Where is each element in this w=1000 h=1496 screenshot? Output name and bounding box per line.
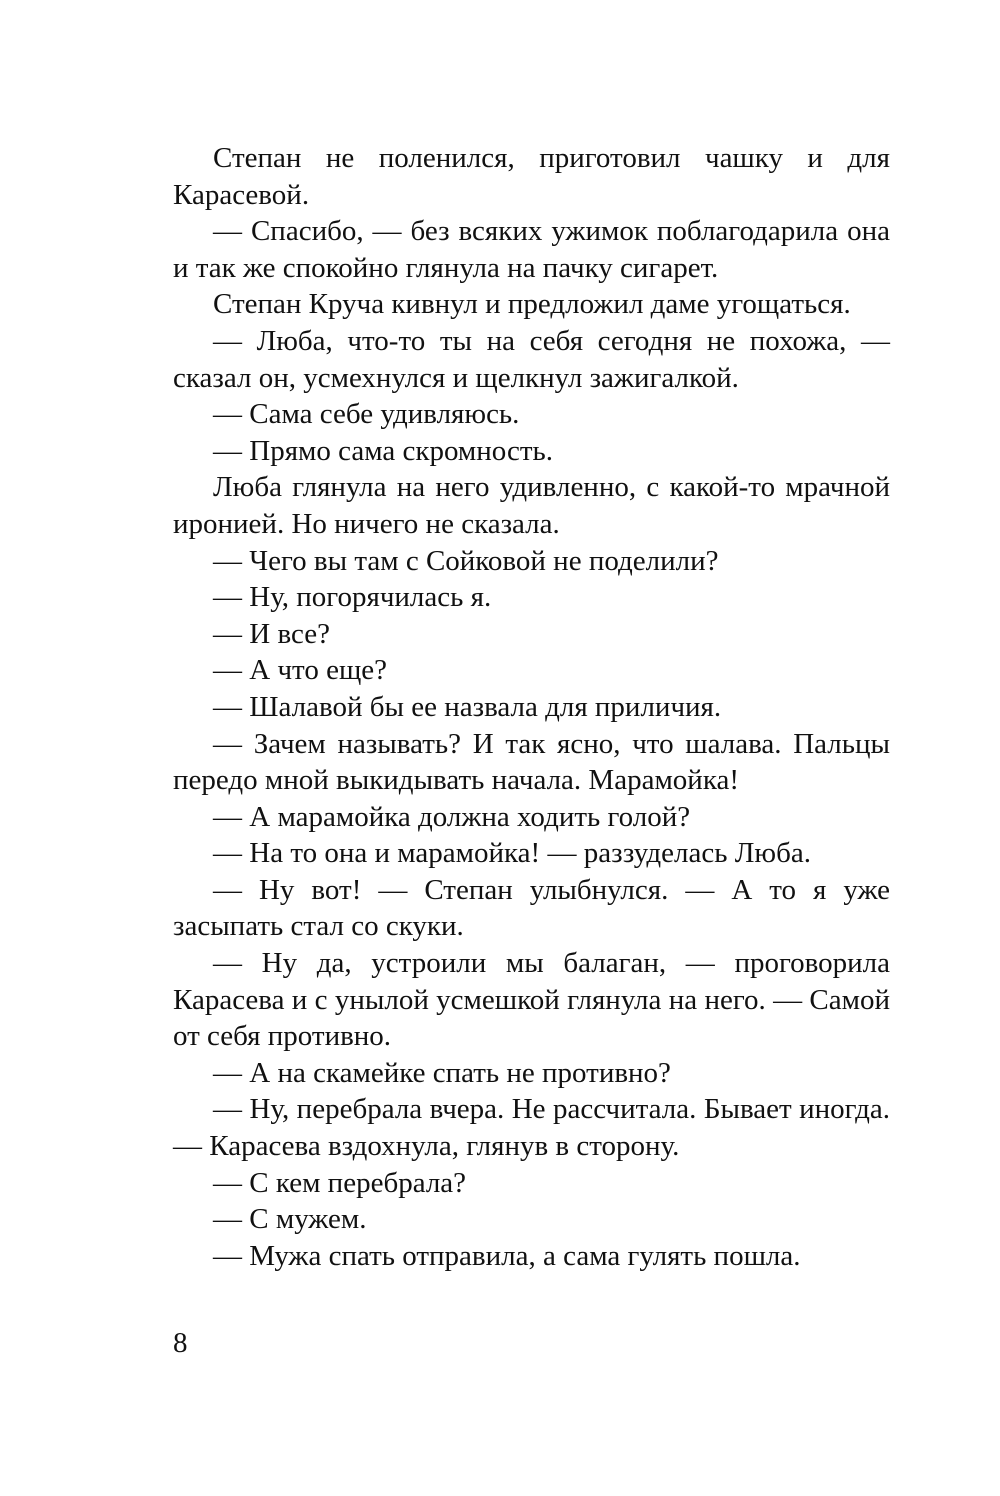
paragraph: Степан Круча кивнул и предложил даме угощаться. [213, 288, 851, 321]
paragraph: — Чего вы там с Сойковой не поделили? [213, 544, 719, 577]
paragraph: — Зачем называть? И так ясно, что шалава. Пальцы передо мной выкидывать начала. Марамойка! [173, 727, 890, 797]
paragraph: — Мужа спать отправила, а сама гулять пошла. [213, 1239, 801, 1272]
paragraph: — Ну да, устроили мы балаган, — проговорила Карасева и с унылой усмешкой глянула на него. — Самой от себя противно. [173, 947, 890, 1053]
paragraph: — Ну, перебрала вчера. Не рассчитала. Бывает иногда. — Карасева вздохнула, глянув в сторону. [173, 1093, 890, 1163]
paragraph: — Шалавой бы ее назвала для приличия. [213, 690, 722, 723]
paragraph: Степан не поленился, приготовил чашку и для Карасевой. [173, 142, 890, 211]
paragraph: — Люба, что-то ты на себя сегодня не похожа, — сказал он, усмехнулся и щелкнул зажигалкой. [173, 324, 890, 394]
paragraph: — Сама себе удивляюсь. [213, 398, 520, 431]
paragraph: — А что еще? [213, 654, 388, 687]
paragraph: — Ну, погорячилась я. [213, 581, 492, 614]
paragraph: — На то она и марамойка! — раззуделась Люба. [213, 837, 811, 870]
paragraph: — С мужем. [213, 1203, 367, 1236]
paragraph: — Прямо сама скромность. [213, 434, 554, 467]
paragraph: — С кем перебрала? [213, 1166, 467, 1199]
body-text [173, 140, 890, 1274]
paragraph: — И все? [213, 617, 330, 650]
page-number: 8 [173, 1327, 188, 1359]
paragraph: — Ну вот! — Степан улыбнулся. — А то я уже засыпать стал со скуки. [173, 873, 890, 943]
paragraph: — Спасибо, — без всяких ужимок поблагодарила она и так же спокойно глянула на пачку сигарет. [173, 215, 890, 284]
paragraph: — А марамойка должна ходить голой? [213, 800, 691, 833]
paragraph: — А на скамейке спать не противно? [213, 1056, 671, 1089]
paragraph: Люба глянула на него удивленно, с какой-то мрачной иронией. Но ничего не сказала. [173, 471, 890, 540]
